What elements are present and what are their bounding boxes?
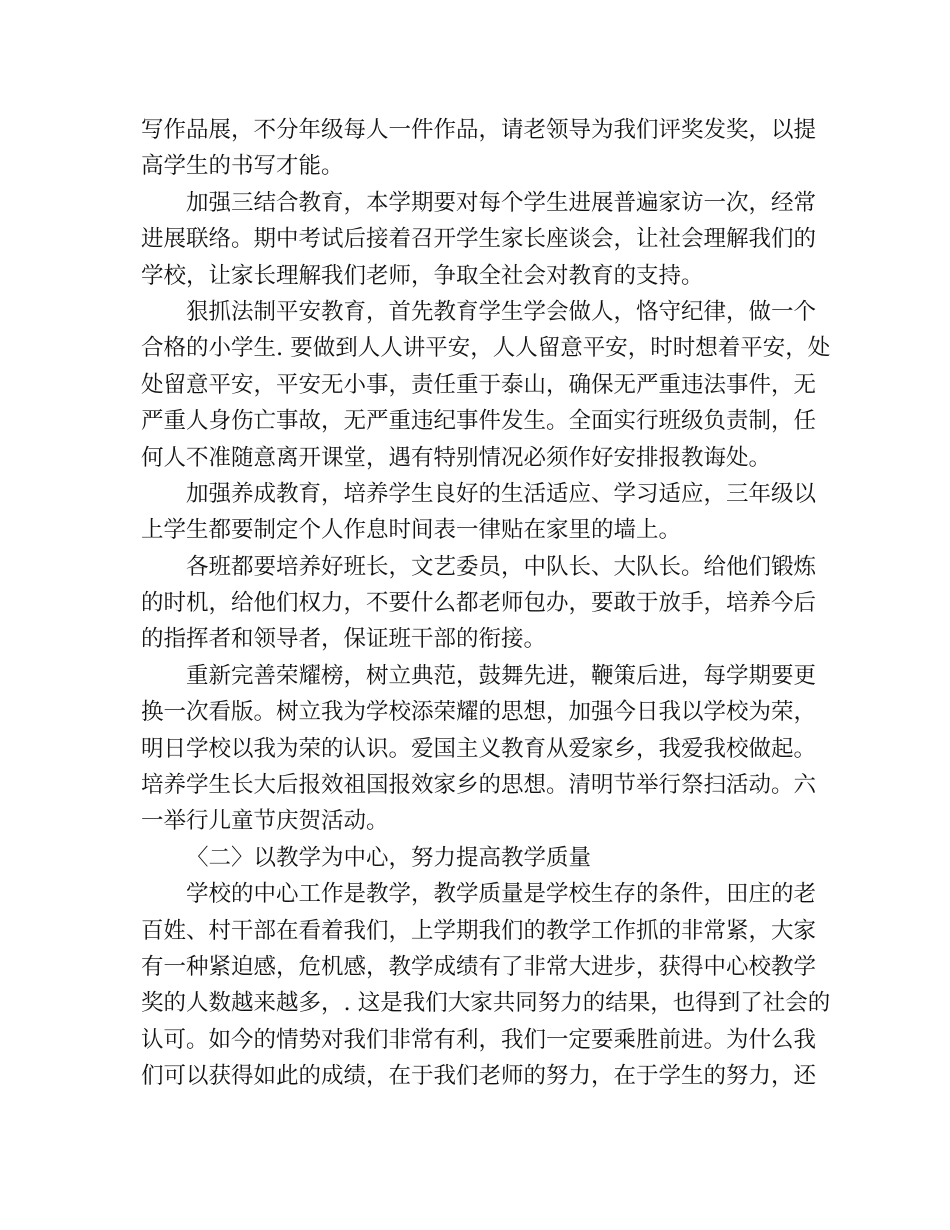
text-line: 换一次看版。树立我为学校添荣耀的思想，加强今日我以学校为荣， <box>141 699 817 726</box>
text-line: 各班都要培养好班长，文艺委员，中队长、大队长。给他们锻炼 <box>186 553 817 580</box>
text-line: 高学生的书写才能。 <box>141 153 344 180</box>
text-line: 上学生都要制定个人作息时间表一律贴在家里的墙上。 <box>141 517 682 544</box>
text-line: 明日学校以我为荣的认识。爱国主义教育从爱家乡，我爱我校做起。 <box>141 735 817 762</box>
text-line: 奖的人数越来越多，. 这是我们大家共同努力的结果，也得到了社会的 <box>141 990 831 1017</box>
text-line: 有一种紧迫感，危机感，教学成绩有了非常大进步，获得中心校教学 <box>141 953 817 980</box>
text-line: 写作品展，不分年级每人一件作品，请老领导为我们评奖发奖，以提 <box>141 117 817 143</box>
text-line: 加强养成教育，培养学生良好的生活适应、学习适应，三年级以 <box>186 480 817 507</box>
text-line: 学校，让家长理解我们老师，争取全社会对教育的支持。 <box>141 262 704 289</box>
text-line: 进展联络。期中考试后接着召开学生家长座谈会，让社会理解我们的 <box>141 226 817 253</box>
document-body <box>141 112 831 1095</box>
text-line: 严重人身伤亡事故，无严重违纪事件发生。全面实行班级负责制，任 <box>141 408 817 435</box>
text-line: 们可以获得如此的成绩，在于我们老师的努力，在于学生的努力，还 <box>141 1063 817 1090</box>
text-line: 何人不准随意离开课堂，遇有特别情况必须作好安排报教诲处。 <box>141 444 772 471</box>
text-line: 百姓、村干部在看着我们，上学期我们的教学工作抓的非常紧，大家 <box>141 917 817 944</box>
text-line: 〈二〉以教学为中心，努力提高教学质量 <box>186 844 592 871</box>
text-line: 培养学生长大后报效祖国报效家乡的思想。清明节举行祭扫活动。六 <box>141 772 817 799</box>
text-line: 处留意平安，平安无小事，责任重于泰山，确保无严重违法事件，无 <box>141 371 817 398</box>
text-line: 学校的中心工作是教学，教学质量是学校生存的条件，田庄的老 <box>186 881 817 908</box>
text-line: 一举行儿童节庆贺活动。 <box>141 808 389 835</box>
text-line: 的指挥者和领导者，保证班干部的衔接。 <box>141 626 547 653</box>
text-line: 加强三结合教育，本学期要对每个学生进展普遍家访一次，经常 <box>186 189 817 216</box>
text-line: 合格的小学生. 要做到人人讲平安，人人留意平安，时时想着平安，处 <box>141 335 831 362</box>
text-line: 狠抓法制平安教育，首先教育学生学会做人，恪守纪律，做一个 <box>186 298 817 325</box>
text-line: 重新完善荣耀榜，树立典范，鼓舞先进，鞭策后进，每学期要更 <box>186 662 817 689</box>
text-line: 认可。如今的情势对我们非常有利，我们一定要乘胜前进。为什么我 <box>141 1026 817 1053</box>
text-line: 的时机，给他们权力，不要什么都老师包办，要敢于放手，培养今后 <box>141 590 817 617</box>
